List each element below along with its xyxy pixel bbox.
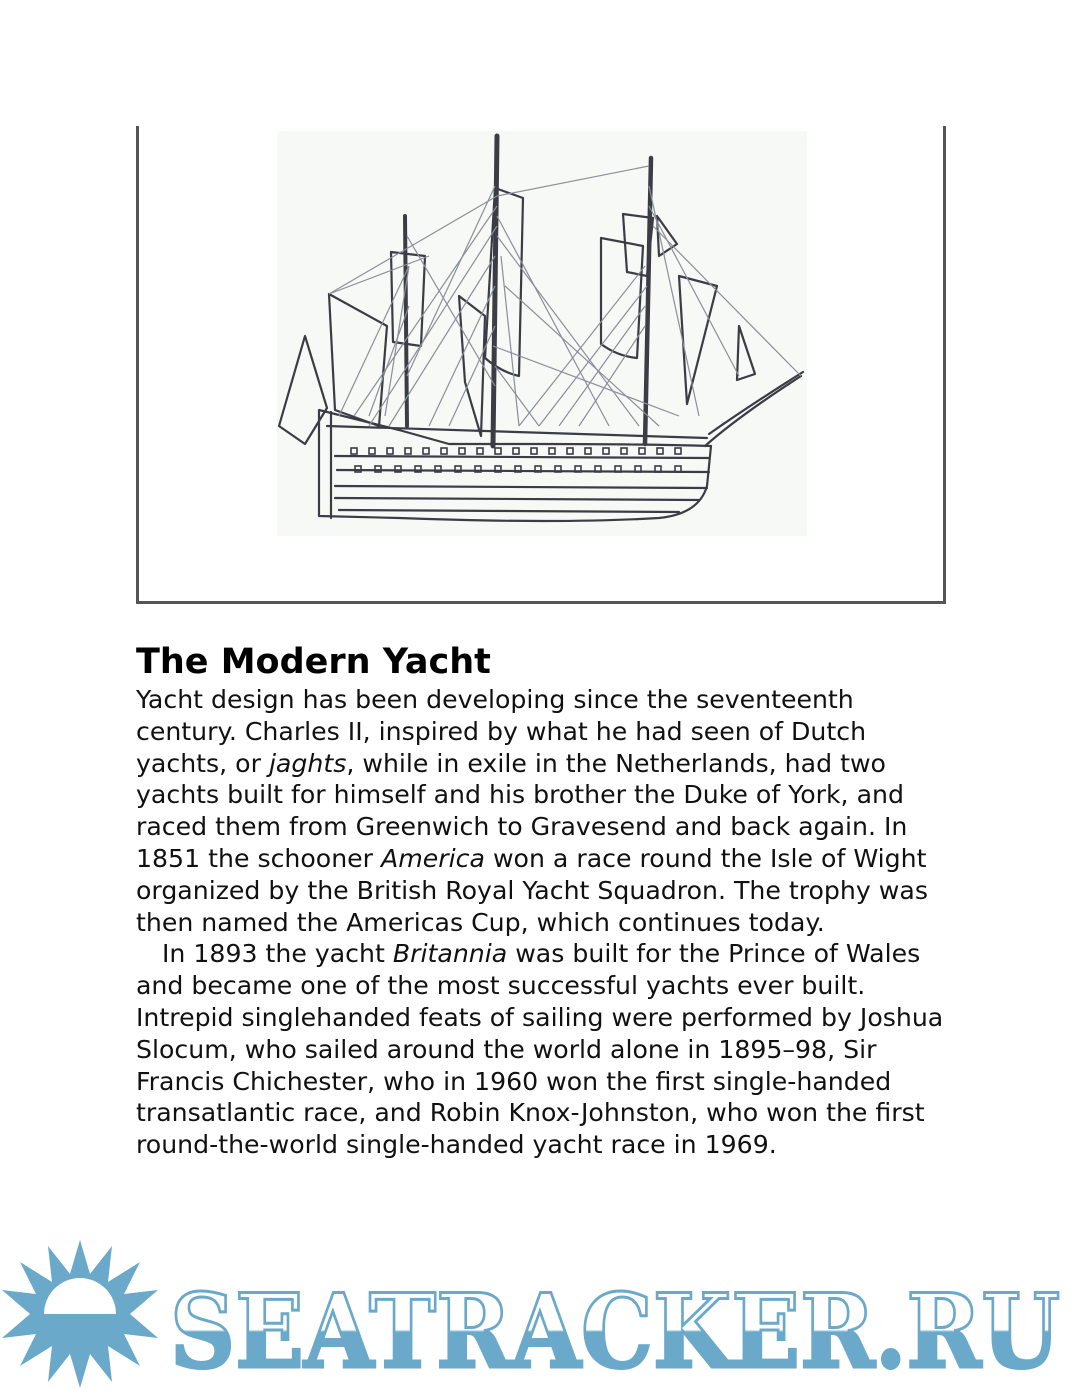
- figure-frame: [136, 126, 946, 604]
- paragraph-text: won a race round the Isle of Wight organized by the British Royal Yacht Squadron. The trophy was then named the Americas Cup, which continues today.: [136, 843, 928, 937]
- italic-ship-name: America: [381, 843, 485, 873]
- article: [136, 640, 956, 1161]
- article-paragraph-1: [136, 684, 956, 938]
- sailing-ship-illustration: [139, 126, 943, 601]
- italic-term: jaghts: [268, 748, 347, 778]
- paragraph-text: In 1893 the yacht: [162, 939, 393, 969]
- watermark-logo: [0, 1232, 1080, 1397]
- article-paragraph-2: [136, 938, 956, 1161]
- portholes: [351, 448, 681, 472]
- article-title: The Modern Yacht: [136, 642, 491, 682]
- sun-icon: [2, 1240, 158, 1388]
- paragraph-text: Yacht design has been developing since the seventeenth century. Charles II, inspired by what he had seen of Dutch yachts, or: [136, 685, 867, 778]
- italic-ship-name: Britannia: [392, 939, 508, 969]
- paragraph-text: , while in exile in the Netherlands, had two yachts built for himself and his brother the Duke of York, and raced them from Greenwich to Gravesend and back again. In 1851 the schooner: [136, 748, 908, 873]
- watermark-text: SEATRACKER.RU: [170, 1272, 1060, 1392]
- paragraph-text: was built for the Prince of Wales and became one of the most successful yachts ever built. Intrepid singlehanded feats of sailing were performed by Joshua Slocum, who sailed around the world alone in 1895–98, Sir Francis Chichester, who in 1960 won the first single-handed transatlantic race, and Robin Knox-Johnston, who won the first round-the-world single-handed yacht race in 1969.: [136, 939, 944, 1160]
